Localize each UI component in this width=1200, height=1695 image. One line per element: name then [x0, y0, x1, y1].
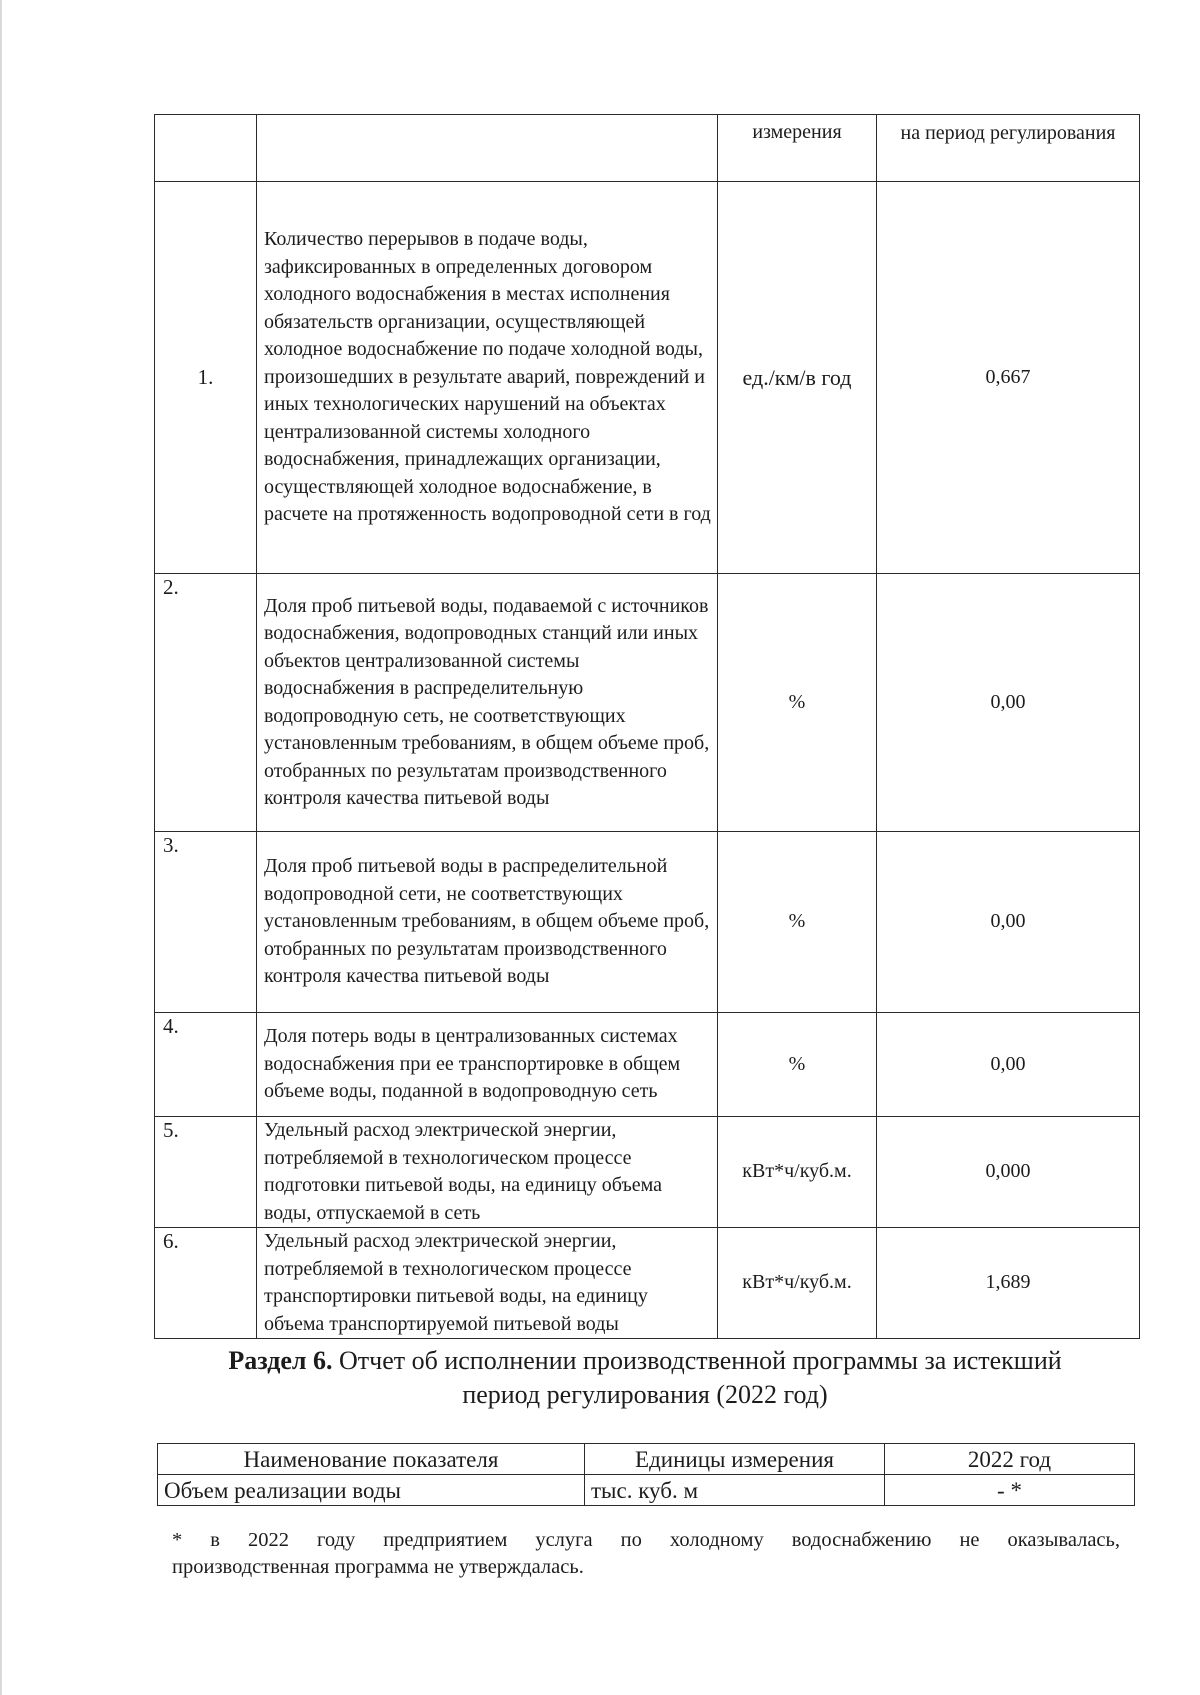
report-header-unit: Единицы измерения: [585, 1444, 885, 1475]
row-value: 0,000: [877, 1117, 1140, 1228]
row-description: Доля проб питьевой воды в распределительной водопроводной сети, не соответствующих установленным требованиям, в общем объеме проб, отобранных по результатам производственного контроля качества питьевой воды: [257, 832, 718, 1013]
row-number: 2.: [155, 574, 257, 832]
section-label: Раздел 6.: [228, 1346, 333, 1375]
row-description: Удельный расход электрической энергии, потребляемой в технологическом процессе подготовки питьевой воды, на единицу объема воды, отпускаемой в сеть: [257, 1117, 718, 1228]
row-unit: кВт*ч/куб.м.: [718, 1117, 877, 1228]
row-unit: %: [718, 1013, 877, 1117]
table-row: [155, 574, 1140, 832]
row-unit: кВт*ч/куб.м.: [718, 1228, 877, 1339]
footnote-line1: * в 2022 году предприятием услуга по холодному водоснабжению не оказывалась,: [172, 1529, 1120, 1551]
row-unit: %: [718, 574, 877, 832]
row-unit: %: [718, 832, 877, 1013]
table-row: [155, 1117, 1140, 1228]
row-number: 6.: [155, 1228, 257, 1339]
section-title-part1: Отчет об исполнении производственной программы за истекший: [338, 1346, 1062, 1375]
table-row: [155, 1013, 1140, 1117]
report-cell-value: - *: [885, 1475, 1135, 1506]
header-value-cell: на период регулирования: [877, 115, 1140, 182]
report-header-year: 2022 год: [885, 1444, 1135, 1475]
row-value: 0,00: [877, 574, 1140, 832]
row-description: Доля проб питьевой воды, подаваемой с источников водоснабжения, водопроводных станций или иных объектов централизованной системы водоснабжения в распределительную водопроводную сеть, не соответствующих установленным требованиям, в общем объеме проб, отобранных по результатам производственного контроля качества питьевой воды: [257, 574, 718, 832]
footnote: [172, 1527, 1120, 1581]
row-description: Удельный расход электрической энергии, потребляемой в технологическом процессе транспортировки питьевой воды, на единицу объема транспортируемой питьевой воды: [257, 1228, 718, 1339]
report-cell-unit: тыс. куб. м: [585, 1475, 885, 1506]
section-title-part2: период регулирования (2022 год): [462, 1380, 828, 1409]
report-header-indicator: Наименование показателя: [158, 1444, 585, 1475]
section-heading: [150, 1344, 1140, 1412]
indicators-table: [154, 114, 1140, 1339]
table-row: [155, 182, 1140, 574]
row-description: Количество перерывов в подаче воды, зафиксированных в определенных договором холодного водоснабжения в местах исполнения обязательств организации, осуществляющей холодное водоснабжение по подаче холодной воды, произошедших в результате аварий, повреждений и иных технологических нарушений на объектах централизованной системы холодного водоснабжения, принадлежащих организации, осуществляющей холодное водоснабжение, в расчете на протяженность водопроводной сети в год: [257, 182, 718, 574]
row-value: 1,689: [877, 1228, 1140, 1339]
table-row: [158, 1475, 1135, 1506]
row-number: 5.: [155, 1117, 257, 1228]
indicators-header-row: [155, 115, 1140, 182]
header-number-cell: [155, 115, 257, 182]
row-value: 0,00: [877, 832, 1140, 1013]
row-unit: ед./км/в год: [718, 182, 877, 574]
section-heading-line1: [150, 1344, 1140, 1378]
header-description-cell: [257, 115, 718, 182]
row-number: 3.: [155, 832, 257, 1013]
row-description: Доля потерь воды в централизованных системах водоснабжения при ее транспортировке в общем объеме воды, поданной в водопроводную сеть: [257, 1013, 718, 1117]
footnote-line2: производственная программа не утверждалась.: [172, 1556, 584, 1578]
header-unit-cell: измерения: [718, 115, 877, 182]
report-table: [157, 1443, 1135, 1506]
row-number: 1.: [155, 182, 257, 574]
row-number: 4.: [155, 1013, 257, 1117]
report-cell-indicator: Объем реализации воды: [158, 1475, 585, 1506]
scan-edge: [0, 0, 2, 1695]
row-value: 0,00: [877, 1013, 1140, 1117]
table-row: [155, 832, 1140, 1013]
report-header-row: [158, 1444, 1135, 1475]
row-value: 0,667: [877, 182, 1140, 574]
table-row: [155, 1228, 1140, 1339]
